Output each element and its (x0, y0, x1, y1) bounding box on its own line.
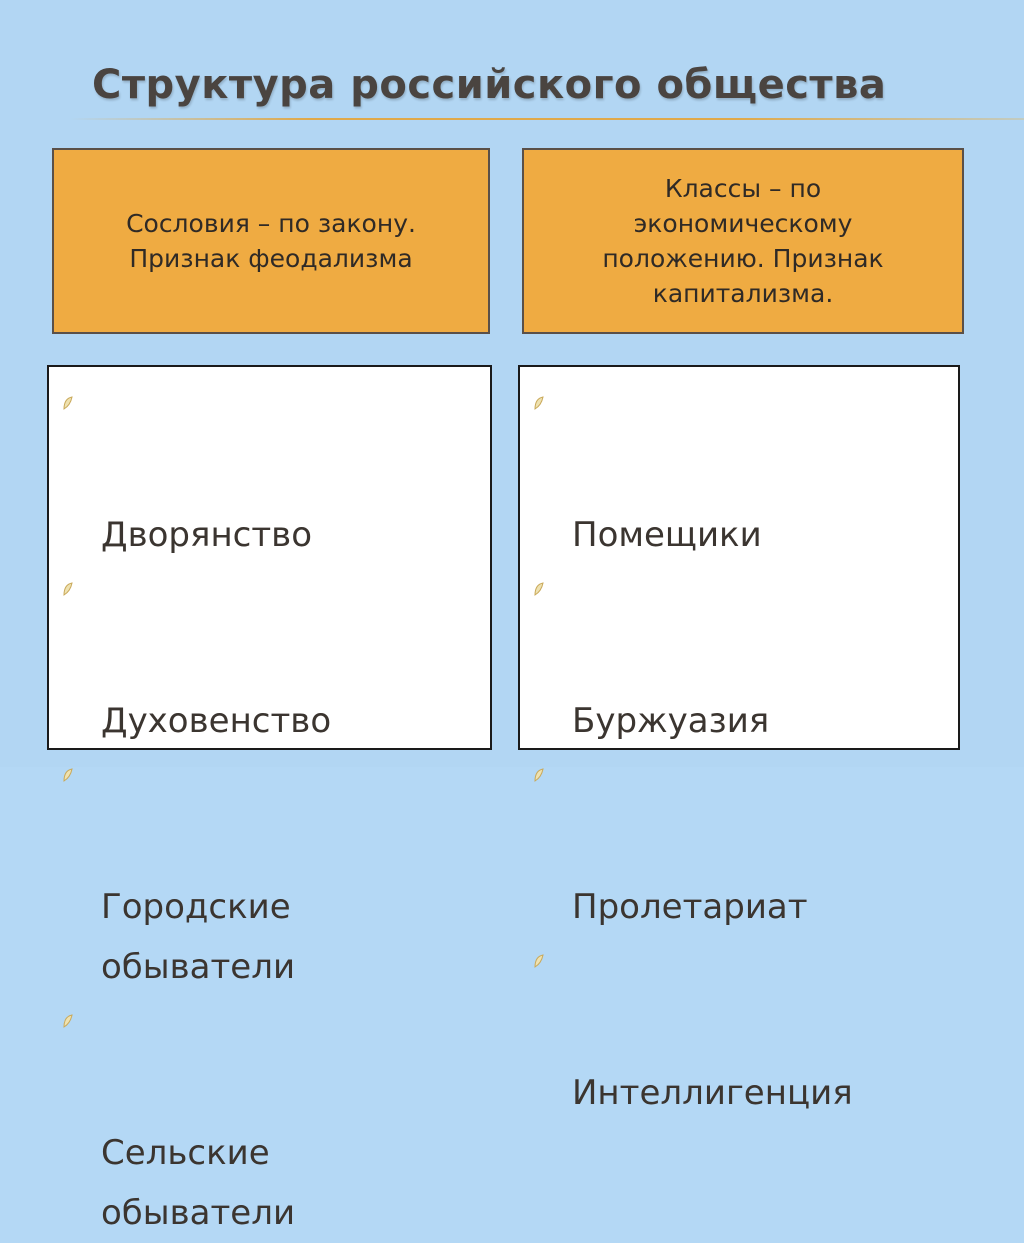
leaf-bullet-icon (61, 581, 75, 597)
list-item: Помещики (520, 385, 958, 565)
classes-list-box (518, 365, 960, 1113)
estates-header-box (52, 148, 490, 334)
estates-header-text: Сословия – по закону. Признак феодализма (126, 209, 416, 273)
list-item: Буржуазия (520, 571, 958, 751)
leaf-bullet-icon (61, 1013, 75, 1029)
classes-list (520, 385, 958, 1123)
list-item: Духовенство (49, 571, 490, 751)
list-item: Дворянство (49, 385, 490, 565)
list-item: Сельские обыватели (49, 1003, 490, 1243)
leaf-bullet-icon (61, 395, 75, 411)
list-item: Городские обыватели (49, 757, 490, 997)
slide-title: Структура российского общества (92, 62, 887, 108)
leaf-bullet-icon (532, 581, 546, 597)
title-underline (70, 118, 1024, 120)
leaf-bullet-icon (532, 953, 546, 969)
classes-header-text: Классы – по экономическому положению. Признак капитализма. (602, 174, 884, 308)
list-item: Интеллигенция (520, 943, 958, 1123)
leaf-bullet-icon (61, 767, 75, 783)
leaf-bullet-icon (532, 767, 546, 783)
classes-header-box (522, 148, 964, 334)
estates-list-box (47, 365, 492, 1233)
leaf-bullet-icon (532, 395, 546, 411)
estates-list (49, 385, 490, 1243)
list-item: Пролетариат (520, 757, 958, 937)
